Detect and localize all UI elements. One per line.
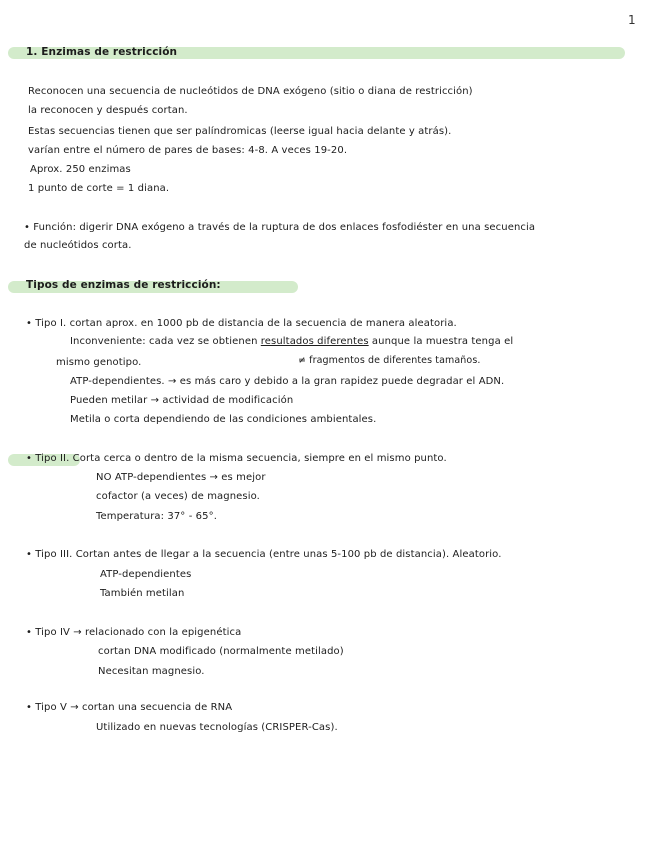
tipo4-line: Necesitan magnesio. (98, 666, 205, 677)
inconveniente-underlined: resultados diferentes (260, 336, 369, 347)
inconveniente-text: aunque la muestra tenga el (371, 336, 514, 347)
tipo1-note: ≠ fragmentos de diferentes tamaños. (298, 355, 481, 366)
tipo4-line: cortan DNA modificado (normalmente metilado) (98, 646, 344, 657)
text-line: 1 punto de corte = 1 diana. (28, 183, 170, 194)
tipo2-line: Temperatura: 37° - 65°. (96, 511, 217, 522)
tipo5-line: Utilizado en nuevas tecnologías (CRISPER-Cas). (96, 722, 338, 733)
text-line: Estas secuencias tienen que ser palíndromicas (leerse igual hacia delante y atrás). (28, 126, 452, 137)
text-line: Aprox. 250 enzimas (30, 164, 131, 175)
inconveniente-text: Inconveniente: cada vez se obtienen (70, 336, 258, 347)
tipo3-line: • Tipo III. Cortan antes de llegar a la secuencia (entre unas 5-100 pb de distancia). Aleatorio. (26, 549, 502, 560)
section-heading-enzimas: 1. Enzimas de restricción (26, 46, 178, 58)
text-line: Reconocen una secuencia de nucleótidos de DNA exógeno (sitio o diana de restricción) (28, 86, 473, 97)
tipo1-inconveniente (70, 336, 513, 347)
tipo1-line: • Tipo I. cortan aprox. en 1000 pb de distancia de la secuencia de manera aleatoria. (26, 318, 457, 329)
tipo1-line: mismo genotipo. (56, 357, 142, 368)
tipo2-line: cofactor (a veces) de magnesio. (96, 491, 260, 502)
page-number: 1 (628, 13, 636, 27)
funcion-line: • Función: digerir DNA exógeno a través de la ruptura de dos enlaces fosfodiéster en una secuencia (24, 222, 536, 233)
tipo1-line: Metila o corta dependiendo de las condiciones ambientales. (70, 414, 377, 425)
tipo1-line: ATP-dependientes. → es más caro y debido a la gran rapidez puede degradar el ADN. (70, 376, 505, 387)
section-heading-tipos: Tipos de enzimas de restricción: (26, 279, 221, 291)
text-line: la reconocen y después cortan. (28, 105, 188, 116)
tipo3-line: También metilan (100, 588, 185, 599)
tipo2-line: NO ATP-dependientes → es mejor (96, 472, 266, 483)
tipo4-line: • Tipo IV → relacionado con la epigenética (26, 627, 242, 638)
tipo1-line: Pueden metilar → actividad de modificación (70, 395, 294, 406)
tipo5-line: • Tipo V → cortan una secuencia de RNA (26, 702, 233, 713)
tipo2-line: • Tipo II. Corta cerca o dentro de la misma secuencia, siempre en el mismo punto. (26, 453, 447, 464)
tipo3-line: ATP-dependientes (100, 569, 192, 580)
text-line: varían entre el número de pares de bases: 4-8. A veces 19-20. (28, 145, 348, 156)
funcion-line: de nucleótidos corta. (24, 240, 132, 251)
